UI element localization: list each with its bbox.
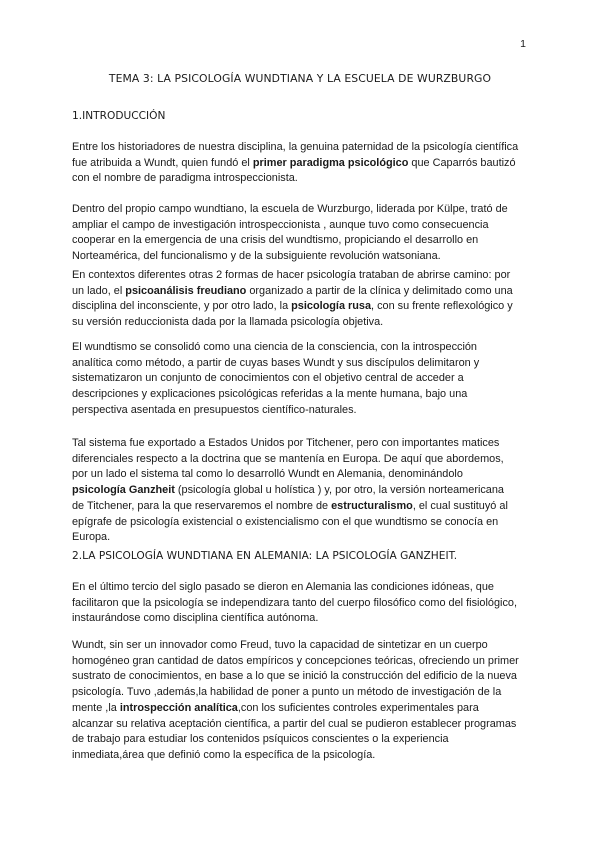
bold-term: psicoanálisis freudiano bbox=[125, 284, 247, 297]
section-heading-psicologia-ganzheit: 2.LA PSICOLOGÍA WUNDTIANA EN ALEMANIA: LA PSICOLOGÍA GANZHEIT. bbox=[72, 550, 458, 562]
paragraph-7: Wundt, sin ser un innovador como Freud, tuvo la capacidad de sintetizar en un cuerpo homogéneo gran cantidad de datos empíricos y concepciones teóricas, ofreciendo un primer sustrato de conocimientos, en base a lo que se inició la construcción del edificio de la nueva psicología. Tuvo ,además,la habilidad de poner a punto un método de investigación de la mente ,la introspección analítica,con los suficientes controles experimentales para alcanzar su relativa aceptación científica, a partir del cual se pudieron establecer programas de trabajo para estudiar los contenidos psíquicos conscientes o la experiencia inmediata,área que definió como la específica de la psicología. bbox=[72, 639, 519, 761]
bold-term: primer paradigma psicológico bbox=[252, 156, 409, 169]
paragraph-6: En el último tercio del siglo pasado se dieron en Alemania las condiciones idóneas, que facilitaron que la psicología se independizara tanto del cuerpo filosófico como del fisiológico, instaurándose como disciplina científica autónoma. bbox=[72, 581, 517, 625]
page-number: 1 bbox=[520, 38, 526, 50]
paragraph-3: En contextos diferentes otras 2 formas de hacer psicología trataban de abrirse camino: por un lado, el psicoanálisis freudiano organizado a partir de la clínica y delimitado como una disciplina del inconsciente, y por otro lado, la psicología rusa, con su frente reflexológico y su versión reduccionista dada por la llamada psicología objetiva. bbox=[72, 269, 513, 329]
bold-term: psicología rusa bbox=[291, 300, 372, 313]
bold-term: introspección analítica bbox=[119, 701, 238, 714]
paragraph-2: Dentro del propio campo wundtiano, la escuela de Wurzburgo, liderada por Külpe, trató de ampliar el campo de investigación introspeccionista , aunque tuvo como consecuencia cooperar en la emergencia de una crisis del wundtismo, propiciando el desarrollo en Norteamérica, del funcionalismo y de la subsiguiente revolución watsoniana. bbox=[72, 203, 508, 263]
document-title: TEMA 3: LA PSICOLOGÍA WUNDTIANA Y LA ESCUELA DE WURZBURGO bbox=[108, 72, 492, 85]
section-heading-introduccion: 1.INTRODUCCIÓN bbox=[72, 110, 166, 122]
paragraph-1: Entre los historiadores de nuestra disciplina, la genuina paternidad de la psicología científica fue atribuida a Wundt, quien fundó el primer paradigma psicológico que Caparrós bautizó con el nombre de paradigma introspeccionista. bbox=[72, 141, 519, 185]
bold-term: psicología Ganzheit bbox=[72, 484, 175, 497]
bold-term: estructuralismo bbox=[331, 499, 413, 512]
paragraph-5: Tal sistema fue exportado a Estados Unidos por Titchener, pero con importantes matices diferenciales respecto a la doctrina que se mantenía en Europa. De aquí que abordemos, por un lado el sistema tal como lo desarrolló Wundt en Alemania, denominándolo psicología Ganzheit (psicología global u holística ) y, por otro, la versión norteamericana de Titchener, para la que reservaremos el nombre de estructuralismo, el cual sustituyó al epígrafe de psicología existencial o existencialismo con el que wundtismo se conocía en Europa. bbox=[72, 437, 508, 544]
paragraph-4: El wundtismo se consolidó como una ciencia de la consciencia, con la introspección analítica como método, a partir de cuyas bases Wundt y sus discípulos delimitaron y sistematizaron un conjunto de conocimientos con el objetivo central de acceder a descripciones y explicaciones psicológicas referidas a la mente humana, bajo una perspectiva asentada en presupuestos científico-naturales. bbox=[72, 341, 480, 416]
